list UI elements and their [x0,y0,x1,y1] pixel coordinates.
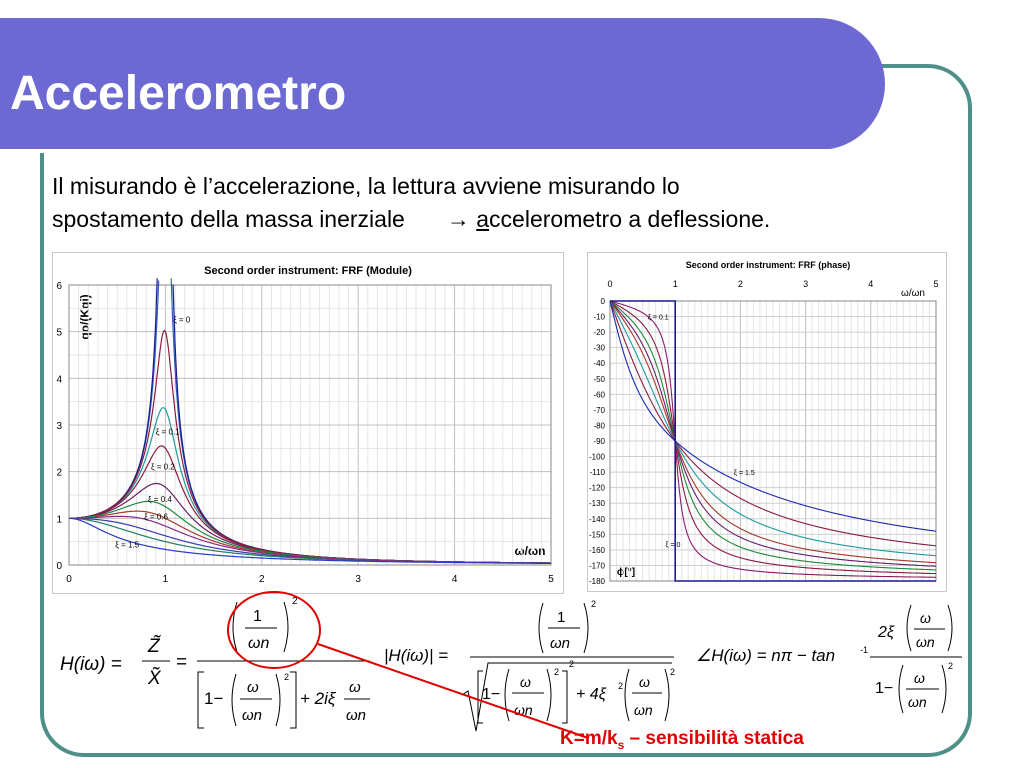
phase-num: 2ξ [878,624,895,641]
phase-den: 1− [875,680,894,697]
h-num-one: 1 [253,608,262,625]
svg-text:1−: 1− [482,686,501,703]
h-den-one: 1− [204,689,224,708]
x-tick-label: 3 [803,279,809,289]
series-label: ξ = 0.2 [150,462,175,472]
svg-text:ωn: ωn [550,635,571,652]
intro-line-1: Il misurando è l’accelerazione, la lettura avviene misurando lo [52,173,680,199]
y-tick-label: 0 [56,561,62,572]
slide-title: Accelerometro [10,67,347,120]
svg-text:2: 2 [618,681,624,691]
k-rest: – sensibilità statica [624,728,804,749]
x-axis-label: ω/ωn [901,288,925,299]
x-axis-label: ω/ωn [514,544,546,558]
y-tick-label: -140 [588,514,605,524]
y-tick-label: -50 [593,374,605,384]
svg-text:2: 2 [948,661,954,671]
y-tick-label: 0 [600,297,605,306]
sensitivity-label [560,728,804,752]
y-tick-label: -60 [593,390,605,400]
y-tick-label: -90 [593,437,605,446]
y-tick-label: -40 [593,359,605,369]
x-tick-label: 0 [66,574,72,585]
h-den-omega-den: ωn [242,707,263,724]
svg-text:2: 2 [591,599,597,609]
y-tick-label: -160 [588,545,605,555]
svg-text:ω: ω [639,674,650,690]
k-main: K=m/k [560,728,618,749]
series-label: ξ = 0 [173,315,191,325]
x-tick-label: 2 [737,279,743,289]
z-tilde: Z̃ [148,636,160,657]
x-tick-label: 0 [607,279,613,289]
svg-text:2: 2 [670,667,676,677]
x-tick-label: 1 [162,574,169,585]
y-tick-label: -100 [588,452,605,462]
svg-text:=: = [176,652,188,673]
svg-text:2: 2 [284,672,290,682]
y-tick-label: -80 [593,421,605,431]
y-tick-label: -170 [588,561,605,571]
highlight-ellipse [228,592,320,668]
h-num-omega: ωn [248,635,270,652]
phase-exp: -1 [860,645,869,655]
y-tick-label: -110 [589,468,605,478]
series-label: ξ = 1.5 [733,470,755,478]
phase-lhs: ∠H(iω) = nπ − tan [696,646,836,665]
y-tick-label: 6 [56,281,62,292]
abs-lhs: |H(iω)| = [384,646,449,665]
svg-text:ω: ω [520,674,531,690]
series-label: ξ = 0 [665,541,681,549]
x-tick-label: 5 [933,279,939,289]
y-tick-label: -10 [593,312,605,322]
y-tick-label: 1 [56,514,62,526]
x-tick-label: 3 [355,574,361,585]
series-label: ξ = 0.1 [647,314,669,322]
y-tick-label: -130 [588,499,605,509]
k-sub: s [617,737,625,752]
svg-text:ω: ω [349,679,361,696]
y-tick-label: 4 [56,374,62,386]
svg-text:1: 1 [557,609,566,626]
y-tick-label: 3 [56,421,62,432]
x-tick-label: 5 [548,574,554,585]
svg-text:ω: ω [920,610,931,626]
svg-text:ωn: ωn [908,694,927,710]
y-tick-label: 5 [56,327,62,339]
x-tick-label: 1 [672,279,678,289]
y-tick-label: -20 [593,328,605,338]
arrow-icon: → [446,206,470,232]
x-tick-label: 4 [868,279,874,289]
h-lhs: H(iω) = [60,654,122,675]
svg-text:2: 2 [554,667,560,677]
y-tick-label: -180 [588,577,605,586]
series-label: ξ = 0.1 [155,427,180,437]
highlight-connector [318,644,588,738]
h-den-omega-num: ω [247,679,259,696]
h-den-term: + 2iξ [300,689,336,708]
y-tick-label: -150 [588,530,605,540]
y-axis-label: qo/(Kqi) [78,294,92,340]
abs-den-term: + 4ξ [576,686,606,703]
svg-text:ωn: ωn [346,707,367,724]
y-tick-label: -30 [593,343,605,353]
svg-text:ωn: ωn [514,702,533,718]
series-label: ξ = 0.6 [144,512,169,522]
intro-line-2b: ccelerometro a deflessione. [489,206,771,232]
intro-underlined-a: a [476,206,490,232]
series-label: ξ = 0.4 [148,495,172,504]
chart-title: Second order instrument: FRF (phase) [685,260,851,270]
y-axis-label: ϕ[°] [616,567,636,578]
x-tilde: X̃ [148,668,161,689]
x-tick-label: 4 [451,574,458,585]
series-label: ξ = 1.5 [115,540,140,550]
y-tick-label: -70 [593,405,605,415]
svg-text:ωn: ωn [634,702,653,718]
svg-text:ω: ω [914,670,925,686]
x-tick-label: 2 [259,574,265,585]
h-exp2: 2 [292,596,298,607]
svg-text:ωn: ωn [916,634,935,650]
svg-text:2: 2 [569,659,575,669]
y-tick-label: 2 [56,467,62,479]
intro-line-2a: spostamento della massa inerziale [52,206,405,232]
chart-title: Second order instrument: FRF (Module) [204,265,412,277]
y-tick-label: -120 [588,483,605,493]
